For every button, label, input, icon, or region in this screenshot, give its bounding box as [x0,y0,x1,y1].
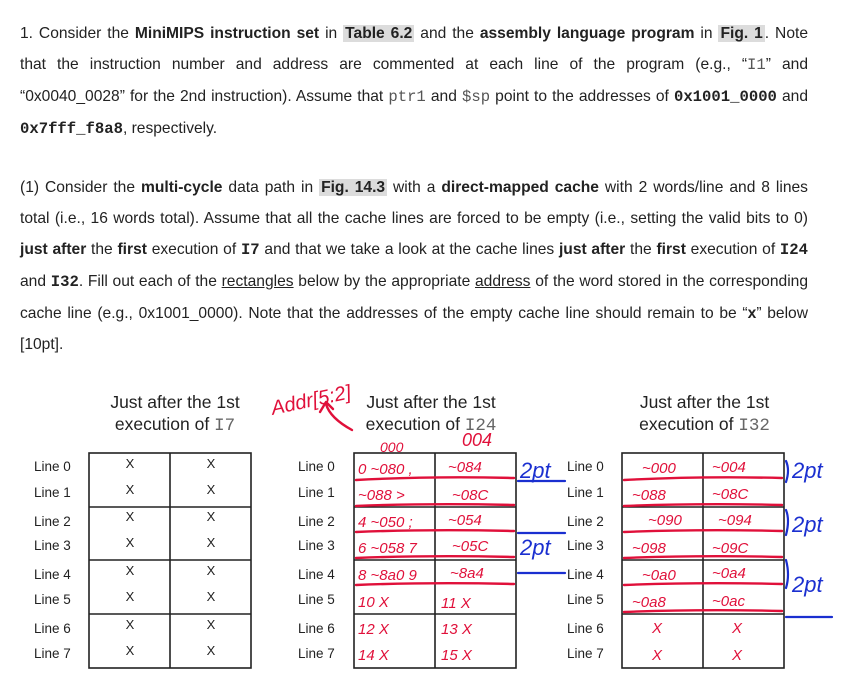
table-cell: X [206,589,216,604]
table-caption-i24: Just after the 1st execution of I24 [365,392,497,436]
address-bits-note: Addr[5:2] [269,381,354,420]
line-label: Line 1 [298,485,335,500]
t32-cell: X [652,620,663,637]
t24-cell: 4 ~050 ; [358,514,413,531]
score-mark: 2pt [520,535,551,560]
line-label: Line 7 [34,646,71,661]
t32-cell: ~000 [642,460,676,477]
t24-cell: 10 X [358,594,389,611]
table-i32-grid [622,453,784,668]
line-label: Line 6 [298,621,335,636]
table-cell: X [206,509,216,524]
column-head-004: 004 [462,430,493,450]
t32-cell: ~004 [712,459,746,476]
table-caption-i7: Just after the 1st execution of I7 [110,392,240,436]
line-label: Line 7 [567,646,604,661]
line-label: Line 2 [298,514,335,529]
table-cell: X [125,509,135,524]
t32-cell: ~09C [712,540,749,557]
t24-cell: 11 X [441,595,471,612]
t32-cell: ~090 [648,512,682,529]
table-cell: X [206,456,216,471]
line-label: Line 1 [34,485,71,500]
t32-cell: ~0a4 [712,565,746,582]
table-cell: X [206,563,216,578]
blue-score-brackets [518,461,832,617]
question-1-part-1-text: (1) Consider the multi-cycle data path in Fig. 14.3 with a direct-mapped cache with 2 words/line and 8 lines total (i.e., 16 words total). Assume that all the cache lines are forced to be empty (i.e., setting the valid bits to 0) just after the first execution of I7 and that we take a look at the cache lines just after the first execution of I24 and I32. Fill out each of the rectangles below by the appropriate address of the word stored in the corresponding cache line (e.g., 0x1001_0000). Note that the addresses of the empty cache line should remain to be “x” below [10pt]. [20,179,809,353]
table-cell: X [125,456,135,471]
table-cell: X [206,643,216,658]
line-label: Line 6 [34,621,71,636]
table-cell: X [206,617,216,632]
table-cell: X [125,563,135,578]
t32-cell: ~088 [632,487,666,504]
line-label: Line 0 [34,459,71,474]
line-label: Line 4 [298,567,335,582]
t24-cell: 15 X [441,647,472,664]
table-cell: X [125,482,135,497]
t32-cell: X [652,647,663,664]
table-cell: X [206,482,216,497]
table-caption-i32: Just after the 1st execution of I32 [639,392,770,436]
t24-cell: ~054 [448,512,482,529]
table-cell: X [125,589,135,604]
line-label: Line 7 [298,646,335,661]
t32-cell: X [732,647,743,664]
line-label: Line 0 [567,459,604,474]
t24-cell: ~8a4 [450,565,484,582]
line-label: Line 2 [567,514,604,529]
t32-cell: ~0ac [712,593,745,610]
line-label: Line 4 [34,567,71,582]
line-label: Line 2 [34,514,71,529]
table-cell: X [125,535,135,550]
line-label: Line 5 [298,592,335,607]
line-label: Line 1 [567,485,604,500]
line-label: Line 6 [567,621,604,636]
line-label: Line 4 [567,567,604,582]
t24-cell: ~08C [452,487,489,504]
line-label: Line 5 [34,592,71,607]
line-label: Line 3 [567,538,604,553]
t24-cell: 12 X [358,621,389,638]
t24-cell: 0 ~080 , [358,461,413,478]
t32-cell: ~08C [712,486,749,503]
t32-cell: ~0a8 [632,594,666,611]
t24-cell: 13 X [441,621,472,638]
table-cell: X [206,535,216,550]
t32-cell: ~094 [718,512,752,529]
score-mark: 2pt [792,572,823,597]
t24-cell: 14 X [358,647,389,664]
table-cell: X [125,643,135,658]
line-label: Line 3 [34,538,71,553]
line-label: Line 5 [567,592,604,607]
t24-cell: ~088 > [358,487,405,504]
t24-cell: ~084 [448,459,482,476]
column-head-000: 000 [380,439,404,455]
score-mark: 2pt [792,512,823,537]
t32-cell: ~098 [632,540,666,557]
score-mark: 2pt [792,458,823,483]
t24-cell: 8 ~8a0 9 [358,567,417,584]
t24-cell: 6 ~058 7 [358,540,417,557]
t32-cell: X [732,620,743,637]
t24-cell: ~05C [452,538,489,555]
line-label: Line 0 [298,459,335,474]
score-mark: 2pt [520,458,551,483]
t32-cell: ~0a0 [642,567,676,584]
line-label: Line 3 [298,538,335,553]
question-1-text: 1. Consider the MiniMIPS instruction set in Table 6.2 and the assembly language program in Fig. 1 . Note that the instruction number and address are commented at each line of the program (e.g., “I1” and “0x0040_0028” for the 2nd instruction). Assume that ptr1 and $sp point to the addresses of 0x1001_0000 and 0x7fff_f8a8, respectively. [20,25,809,138]
table-cell: X [125,617,135,632]
